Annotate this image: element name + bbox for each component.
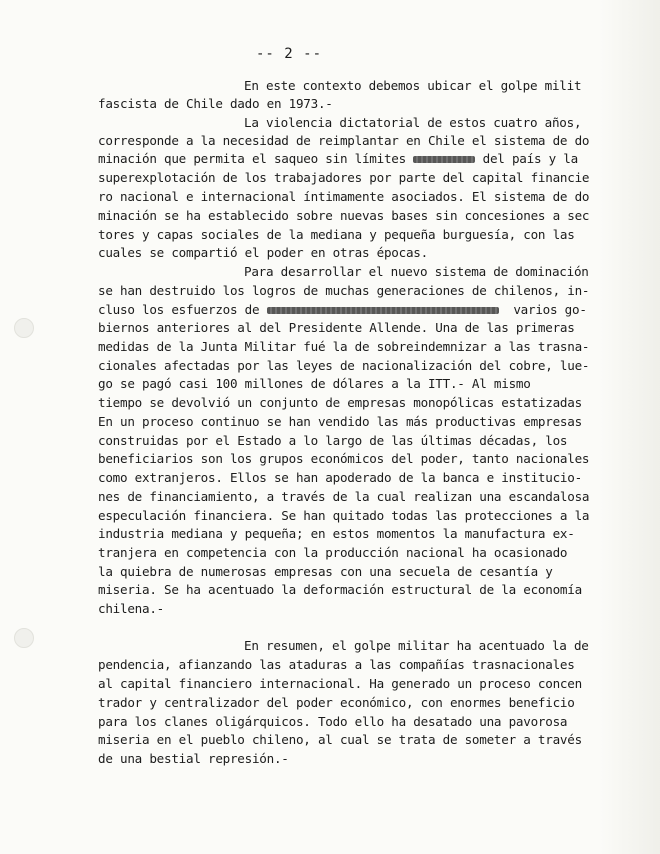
text-line xyxy=(98,151,578,167)
text-line: ro nacional e internacional íntimamente asociados. El sistema de do xyxy=(98,189,590,204)
text-line: de una bestial represión.- xyxy=(98,751,289,766)
text-line xyxy=(98,302,587,318)
text-line: superexplotación de los trabajadores por parte del capital financie xyxy=(98,170,590,185)
text-line: minación se ha establecido sobre nuevas bases sin concesiones a sec xyxy=(98,208,590,223)
text-line: En un proceso continuo se han vendido las más productivas empresas xyxy=(98,414,582,429)
text-line: trador y centralizador del poder económico, con enormes beneficio xyxy=(98,695,575,710)
text-line: industria mediana y pequeña; en estos momentos la manufactura ex- xyxy=(98,526,575,541)
text-line: miseria en el pueblo chileno, al cual se trata de someter a través xyxy=(98,732,582,747)
redaction-mark xyxy=(267,307,499,314)
text-line: La violencia dictatorial de estos cuatro años, xyxy=(244,115,582,130)
text-line: Para desarrollar el nuevo sistema de dominación xyxy=(244,264,589,279)
text-line: beneficiarios son los grupos económicos del poder, tanto nacionales xyxy=(98,451,590,466)
page-number: -- 2 -- xyxy=(256,46,323,62)
text-line: fascista de Chile dado en 1973.- xyxy=(98,96,333,111)
text-line: la quiebra de numerosas empresas con una secuela de cesantía y xyxy=(98,564,553,579)
text-line: para los clanes oligárquicos. Todo ello ha desatado una pavorosa xyxy=(98,714,568,729)
text-line: tiempo se devolvió un conjunto de empresas monopólicas estatizadas xyxy=(98,395,582,410)
text-line: al capital financiero internacional. Ha generado un proceso concen xyxy=(98,676,582,691)
text-line: construidas por el Estado a lo largo de las últimas décadas, los xyxy=(98,433,568,448)
text-line: En este contexto debemos ubicar el golpe milit xyxy=(244,78,582,93)
text-line: biernos anteriores al del Presidente Allende. Una de las primeras xyxy=(98,320,575,335)
text-fragment: varios go- xyxy=(513,302,587,317)
text-line: cionales afectadas por las leyes de nacionalización del cobre, lue- xyxy=(98,358,590,373)
text-line: cuales se compartió el poder en otras épocas. xyxy=(98,245,428,260)
text-line: go se pagó casi 100 millones de dólares a la ITT.- Al mismo xyxy=(98,376,531,391)
text-line: como extranjeros. Ellos se han apoderado de la banca e institucio- xyxy=(98,470,582,485)
text-line: tranjera en competencia con la producción nacional ha ocasionado xyxy=(98,545,568,560)
text-line: especulación financiera. Se han quitado todas las protecciones a la xyxy=(98,508,590,523)
text-line: se han destruido los logros de muchas generaciones de chilenos, in- xyxy=(98,283,590,298)
text-line: medidas de la Junta Militar fué la de sobreindemnizar a las trasna- xyxy=(98,339,590,354)
text-line: corresponde a la necesidad de reimplantar en Chile el sistema de do xyxy=(98,133,590,148)
redaction-mark xyxy=(413,156,475,163)
text-line: nes de financiamiento, a través de la cual realizan una escandalosa xyxy=(98,489,590,504)
text-fragment: del país y la xyxy=(482,151,578,166)
text-fragment: minación que permita el saqueo sin límites xyxy=(98,151,406,166)
text-line: En resumen, el golpe militar ha acentuado la de xyxy=(244,638,589,653)
text-line: miseria. Se ha acentuado la deformación estructural de la economía xyxy=(98,582,582,597)
text-line: tores y capas sociales de la mediana y pequeña burguesía, con las xyxy=(98,227,575,242)
text-fragment: cluso los esfuerzos de xyxy=(98,302,260,317)
text-line: chilena.- xyxy=(98,601,164,616)
text-line: pendencia, afianzando las ataduras a las compañías trasnacionales xyxy=(98,657,575,672)
